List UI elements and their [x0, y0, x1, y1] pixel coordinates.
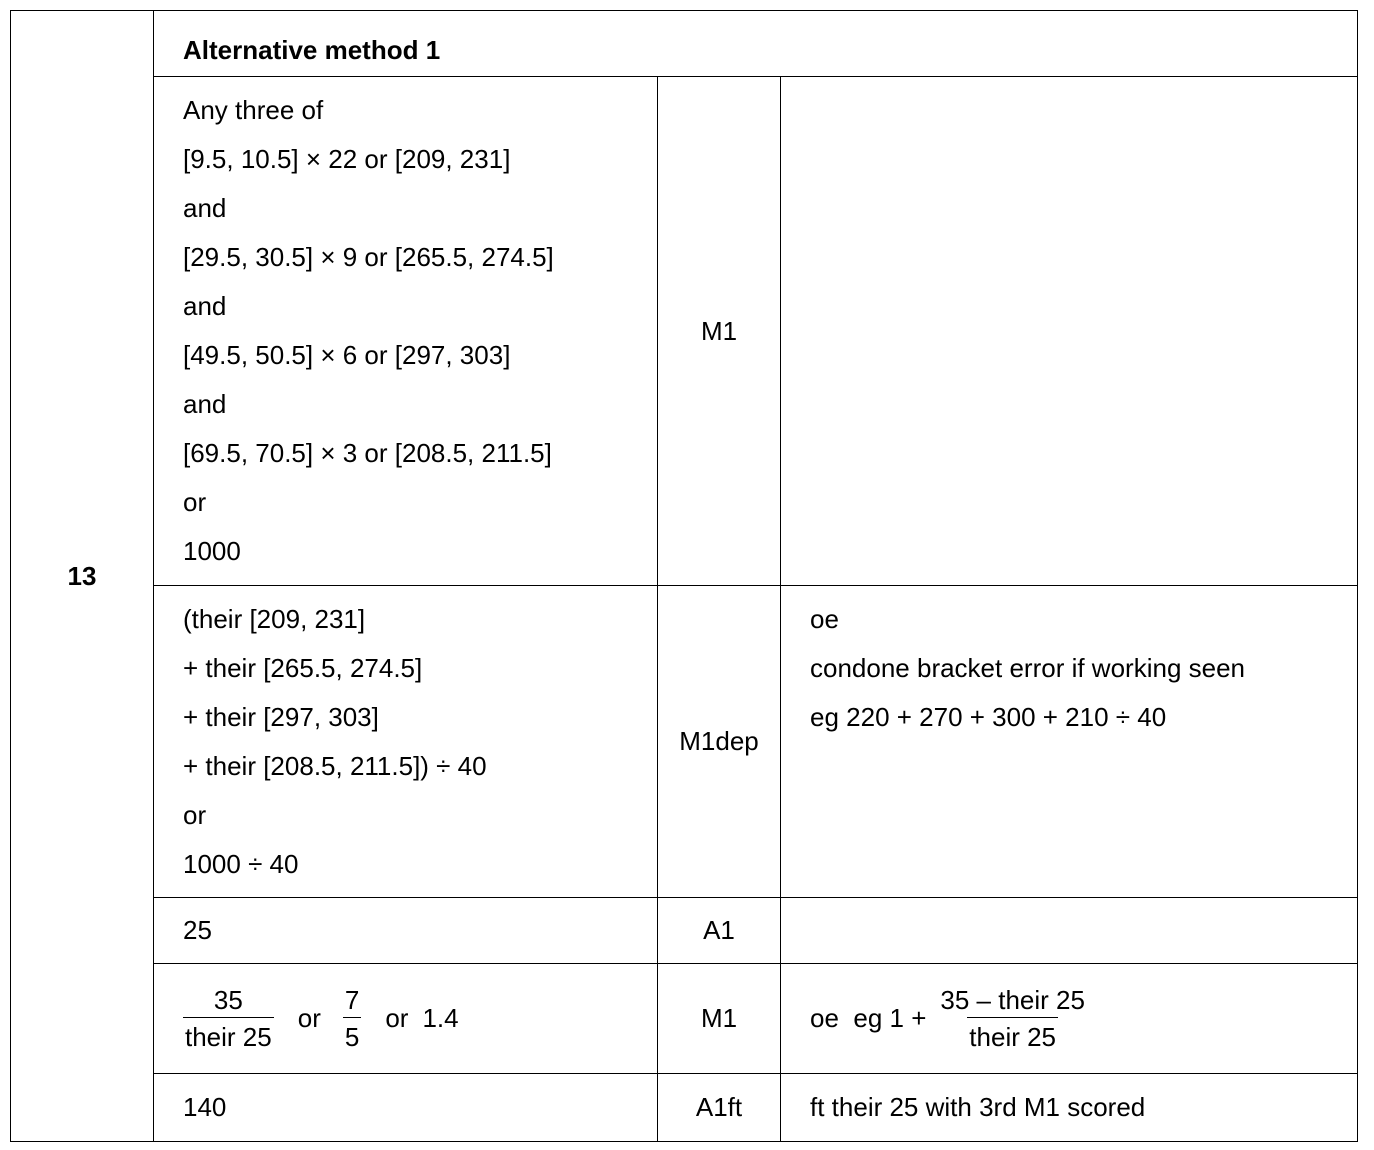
- working-line: [69.5, 70.5] × 3 or [208.5, 211.5]: [183, 438, 552, 468]
- method-title: [154, 11, 1358, 77]
- working-line: 1000 ÷ 40: [183, 849, 299, 879]
- working-line: or: [183, 487, 207, 517]
- mark-code: M1: [700, 1003, 738, 1033]
- or-text: or: [297, 1003, 321, 1033]
- mark-code: M1: [700, 315, 738, 346]
- working-line: Any three of: [183, 95, 324, 125]
- mark-code: A1: [703, 915, 735, 945]
- comments-cell-3: [781, 898, 1358, 964]
- fraction-numerator: 35: [213, 985, 243, 1015]
- decimal-value: 1.4: [422, 1003, 459, 1033]
- working-line: 25: [183, 915, 212, 945]
- mark-cell-5: [658, 1074, 781, 1142]
- mark-cell-4: [658, 964, 781, 1074]
- working-line: + their [265.5, 274.5]: [183, 653, 423, 683]
- fraction-expression: [183, 964, 657, 1073]
- mark-cell-3: [658, 898, 781, 964]
- fraction-denominator: their 25: [183, 1017, 274, 1052]
- working-line: 140: [183, 1092, 227, 1122]
- working-line: [29.5, 30.5] × 9 or [265.5, 274.5]: [183, 242, 554, 272]
- working-line: or: [183, 800, 207, 830]
- working-line: [9.5, 10.5] × 22 or [209, 231]: [183, 144, 511, 174]
- mark-code: A1ft: [695, 1092, 743, 1122]
- working-lines-2: [183, 595, 657, 889]
- comment-line: oe: [810, 604, 839, 634]
- working-cell-5: [154, 1074, 658, 1142]
- fraction-35-over-their-25: [183, 985, 274, 1052]
- working-line: 1000: [183, 536, 241, 566]
- working-line: (their [209, 231]: [183, 604, 366, 634]
- comment-prefix: oe eg 1 +: [810, 1003, 927, 1033]
- question-number: [11, 11, 154, 1142]
- working-line: + their [208.5, 211.5]) ÷ 40: [183, 751, 487, 781]
- mark-cell-2: [658, 586, 781, 898]
- mark-cell-1: [658, 77, 781, 586]
- method-title-text: Alternative method 1: [183, 35, 441, 65]
- comment-line: eg 220 + 270 + 300 + 210 ÷ 40: [810, 702, 1167, 732]
- working-line: and: [183, 291, 227, 321]
- working-lines-1: [183, 86, 657, 576]
- working-cell-2: [154, 586, 658, 898]
- comments-cell-2: [781, 586, 1358, 898]
- fraction-7-over-5: [343, 985, 361, 1052]
- fraction-denominator: their 25: [967, 1017, 1058, 1052]
- comment-lines-2: [810, 595, 1357, 742]
- comments-cell-5: [781, 1074, 1358, 1142]
- mark-scheme-table: [10, 10, 1358, 1142]
- comments-cell-4: [781, 964, 1358, 1074]
- comment-line: condone bracket error if working seen: [810, 653, 1246, 683]
- question-number-text: 13: [67, 560, 97, 591]
- working-line: and: [183, 193, 227, 223]
- comments-cell-1: [781, 77, 1358, 586]
- working-cell-3: [154, 898, 658, 964]
- working-line: and: [183, 389, 227, 419]
- fraction-numerator: 7: [344, 985, 360, 1015]
- working-line: + their [297, 303]: [183, 702, 379, 732]
- fraction-numerator: 35 – their 25: [940, 985, 1085, 1015]
- mark-code: M1dep: [679, 726, 759, 756]
- comment-expression: [810, 964, 1357, 1073]
- working-line: [49.5, 50.5] × 6 or [297, 303]: [183, 340, 511, 370]
- working-cell-1: [154, 77, 658, 586]
- fraction-35-minus-their-25-over-their-25: [938, 985, 1087, 1052]
- comment-line: ft their 25 with 3rd M1 scored: [810, 1092, 1146, 1122]
- working-cell-4: [154, 964, 658, 1074]
- fraction-denominator: 5: [343, 1017, 361, 1052]
- or-text: or: [385, 1003, 409, 1033]
